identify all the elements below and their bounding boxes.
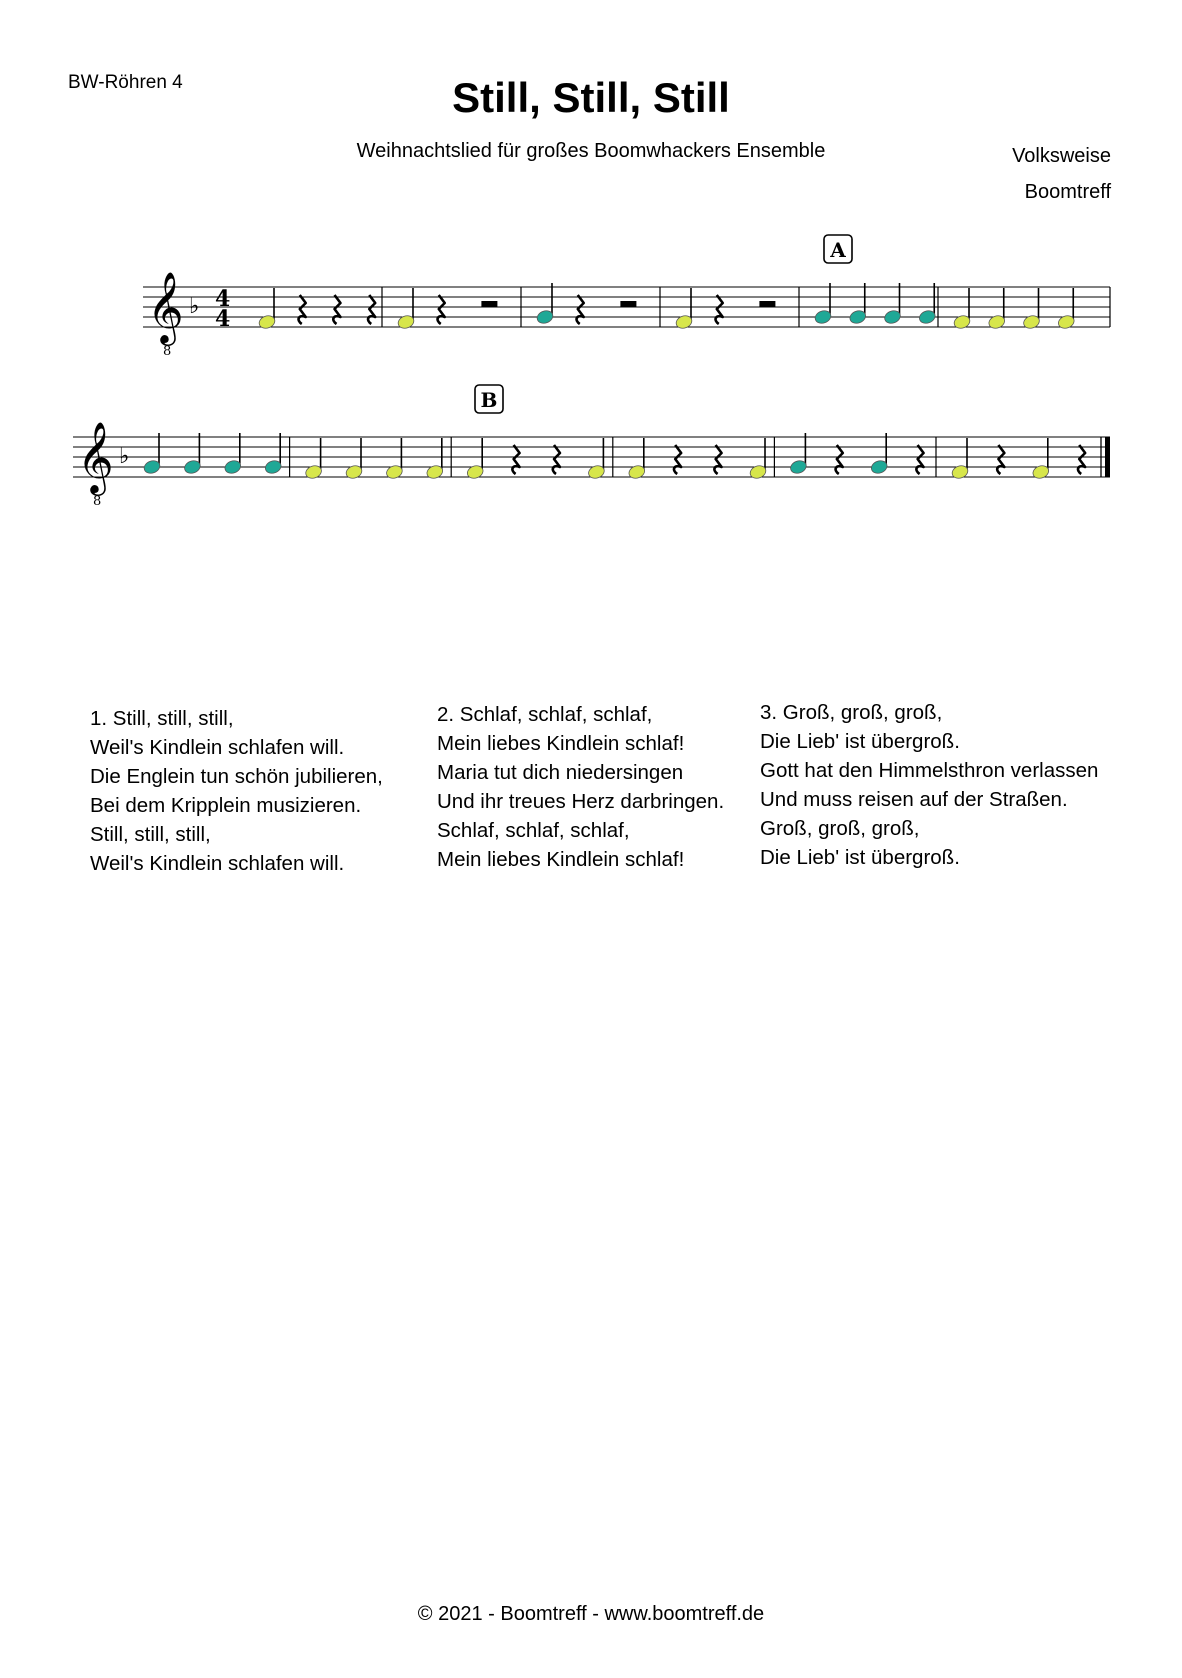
treble-clef-icon: 𝄞 (147, 270, 184, 343)
verse-3 (760, 698, 1098, 872)
verse-line: Maria tut dich niedersingen (437, 761, 684, 784)
music-score (0, 0, 1182, 560)
half-rest (620, 301, 636, 307)
treble-clef-icon: 𝄞 (77, 420, 114, 493)
verse-line: Schlaf, schlaf, schlaf, (437, 819, 630, 842)
quarter-rest (299, 295, 306, 324)
octave-8-label: 8 (93, 494, 102, 509)
quarter-rest (916, 445, 923, 474)
instrument-label: BW-Röhren 4 (68, 72, 183, 93)
verse-line: Bei dem Kripplein musizieren. (90, 794, 362, 817)
quarter-rest (333, 295, 340, 324)
composer: Volksweise (1012, 145, 1111, 167)
quarter-rest (438, 295, 445, 324)
half-rest (759, 301, 775, 307)
verse-line: 3. Groß, groß, groß, (760, 701, 943, 724)
final-barline (1105, 437, 1110, 477)
arranger: Boomtreff (1024, 181, 1111, 203)
quarter-rest (997, 445, 1004, 474)
octave-8-label: 8 (163, 344, 172, 359)
verse-line: Weil's Kindlein schlafen will. (90, 852, 345, 875)
verse-line: Und ihr treues Herz darbringen. (437, 790, 725, 813)
quarter-rest (368, 295, 375, 324)
verse-line: Mein liebes Kindlein schlaf! (437, 848, 685, 871)
quarter-rest (716, 295, 723, 324)
verse-1 (90, 704, 383, 878)
half-rest (481, 301, 497, 307)
verse-line: Groß, groß, groß, (760, 817, 920, 840)
rehearsal-mark-B: B (480, 388, 498, 412)
verse-line: 1. Still, still, still, (90, 707, 234, 730)
quarter-rest (577, 295, 584, 324)
verse-line: Die Lieb' ist übergroß. (760, 846, 960, 869)
verse-line: 2. Schlaf, schlaf, schlaf, (437, 703, 653, 726)
verse-line: Gott hat den Himmelsthron verlassen (760, 759, 1099, 782)
verse-line: Still, still, still, (90, 823, 211, 846)
verse-line: Weil's Kindlein schlafen will. (90, 736, 345, 759)
verse-line: Und muss reisen auf der Straßen. (760, 788, 1068, 811)
song-subtitle: Weihnachtslied für großes Boomwhackers Ensemble (356, 140, 826, 162)
rehearsal-mark-A: A (830, 238, 846, 262)
key-signature-flat: ♭ (189, 294, 200, 319)
verse-line: Mein liebes Kindlein schlaf! (437, 732, 685, 755)
song-title: Still, Still, Still (452, 74, 730, 121)
quarter-rest (553, 445, 560, 474)
quarter-rest (1078, 445, 1085, 474)
quarter-rest (674, 445, 681, 474)
key-signature-flat: ♭ (119, 444, 130, 469)
time-signature-top: 4 (215, 286, 231, 312)
quarter-rest (836, 445, 843, 474)
verse-line: Die Englein tun schön jubilieren, (90, 765, 383, 788)
quarter-rest (714, 445, 721, 474)
verse-2 (437, 700, 724, 874)
time-signature-bottom: 4 (215, 306, 231, 332)
verse-line: Die Lieb' ist übergroß. (760, 730, 960, 753)
quarter-rest (512, 445, 519, 474)
copyright-footer: © 2021 - Boomtreff - www.boomtreff.de (417, 1603, 765, 1625)
